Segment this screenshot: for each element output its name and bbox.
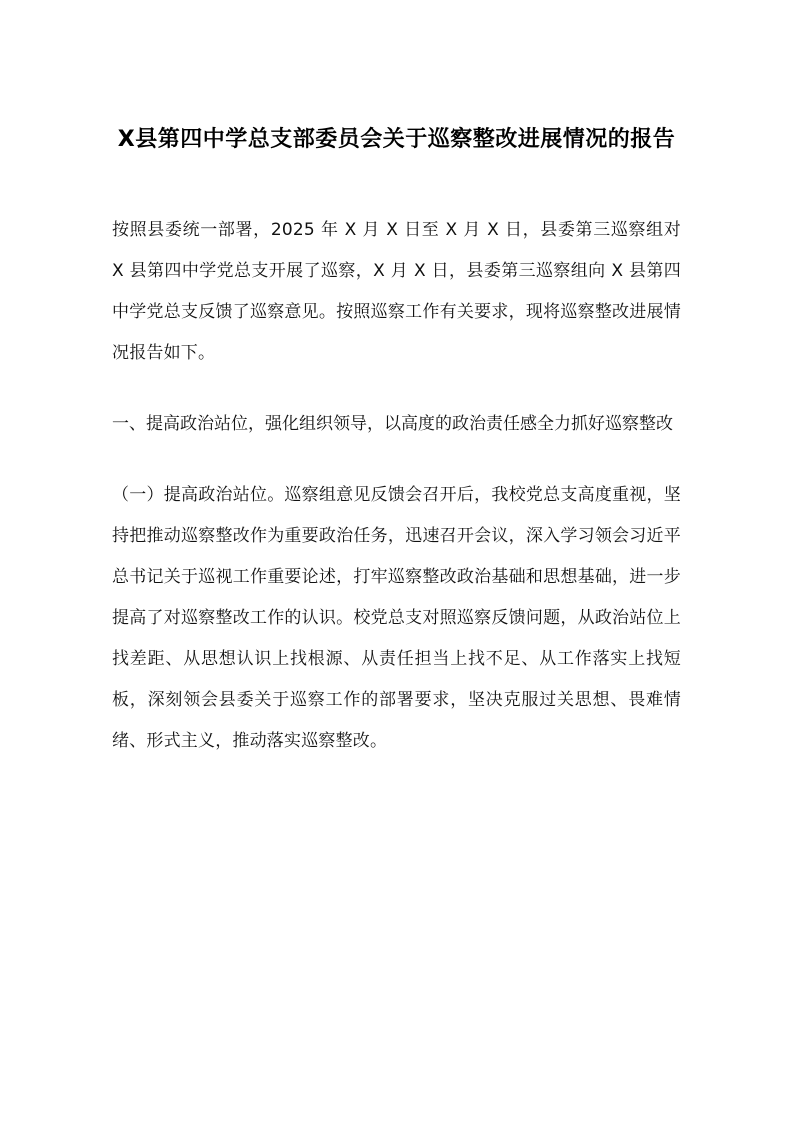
- page-title: X县第四中学总支部委员会关于巡察整改进展情况的报告: [117, 127, 676, 152]
- document-body: [112, 210, 681, 762]
- paragraph-section-1-sub-1: （一）提高政治站位。巡察组意见反馈会召开后，我校党总支高度重视，坚持把推动巡察整改作为重要政治任务，迅速召开会议，深入学习领会习近平总书记关于巡视工作重要论述，打牢巡察整改政治基础和思想基础，进一步提高了对巡察整改工作的认识。校党总支对照巡察反馈问题，从政治站位上找差距、从思想认识上找根源、从责任担当上找不足、从工作落实上找短板，深刻领会县委关于巡察工作的部署要求，坚决克服过关思想、畏难情绪、形式主义，推动落实巡察整改。: [112, 485, 681, 751]
- section-heading-1: 一、提高政治站位，强化组织领导，以高度的政治责任感全力抓好巡察整改: [112, 414, 673, 434]
- paragraph-intro: 按照县委统一部署，2025 年 X 月 X 日至 X 月 X 日，县委第三巡察组对 X 县第四中学党总支开展了巡察，X 月 X 日，县委第三巡察组向 X 县第四中学党总支反馈了巡察意见。按照巡察工作有关要求，现将巡察整改进展情况报告如下。: [112, 220, 681, 363]
